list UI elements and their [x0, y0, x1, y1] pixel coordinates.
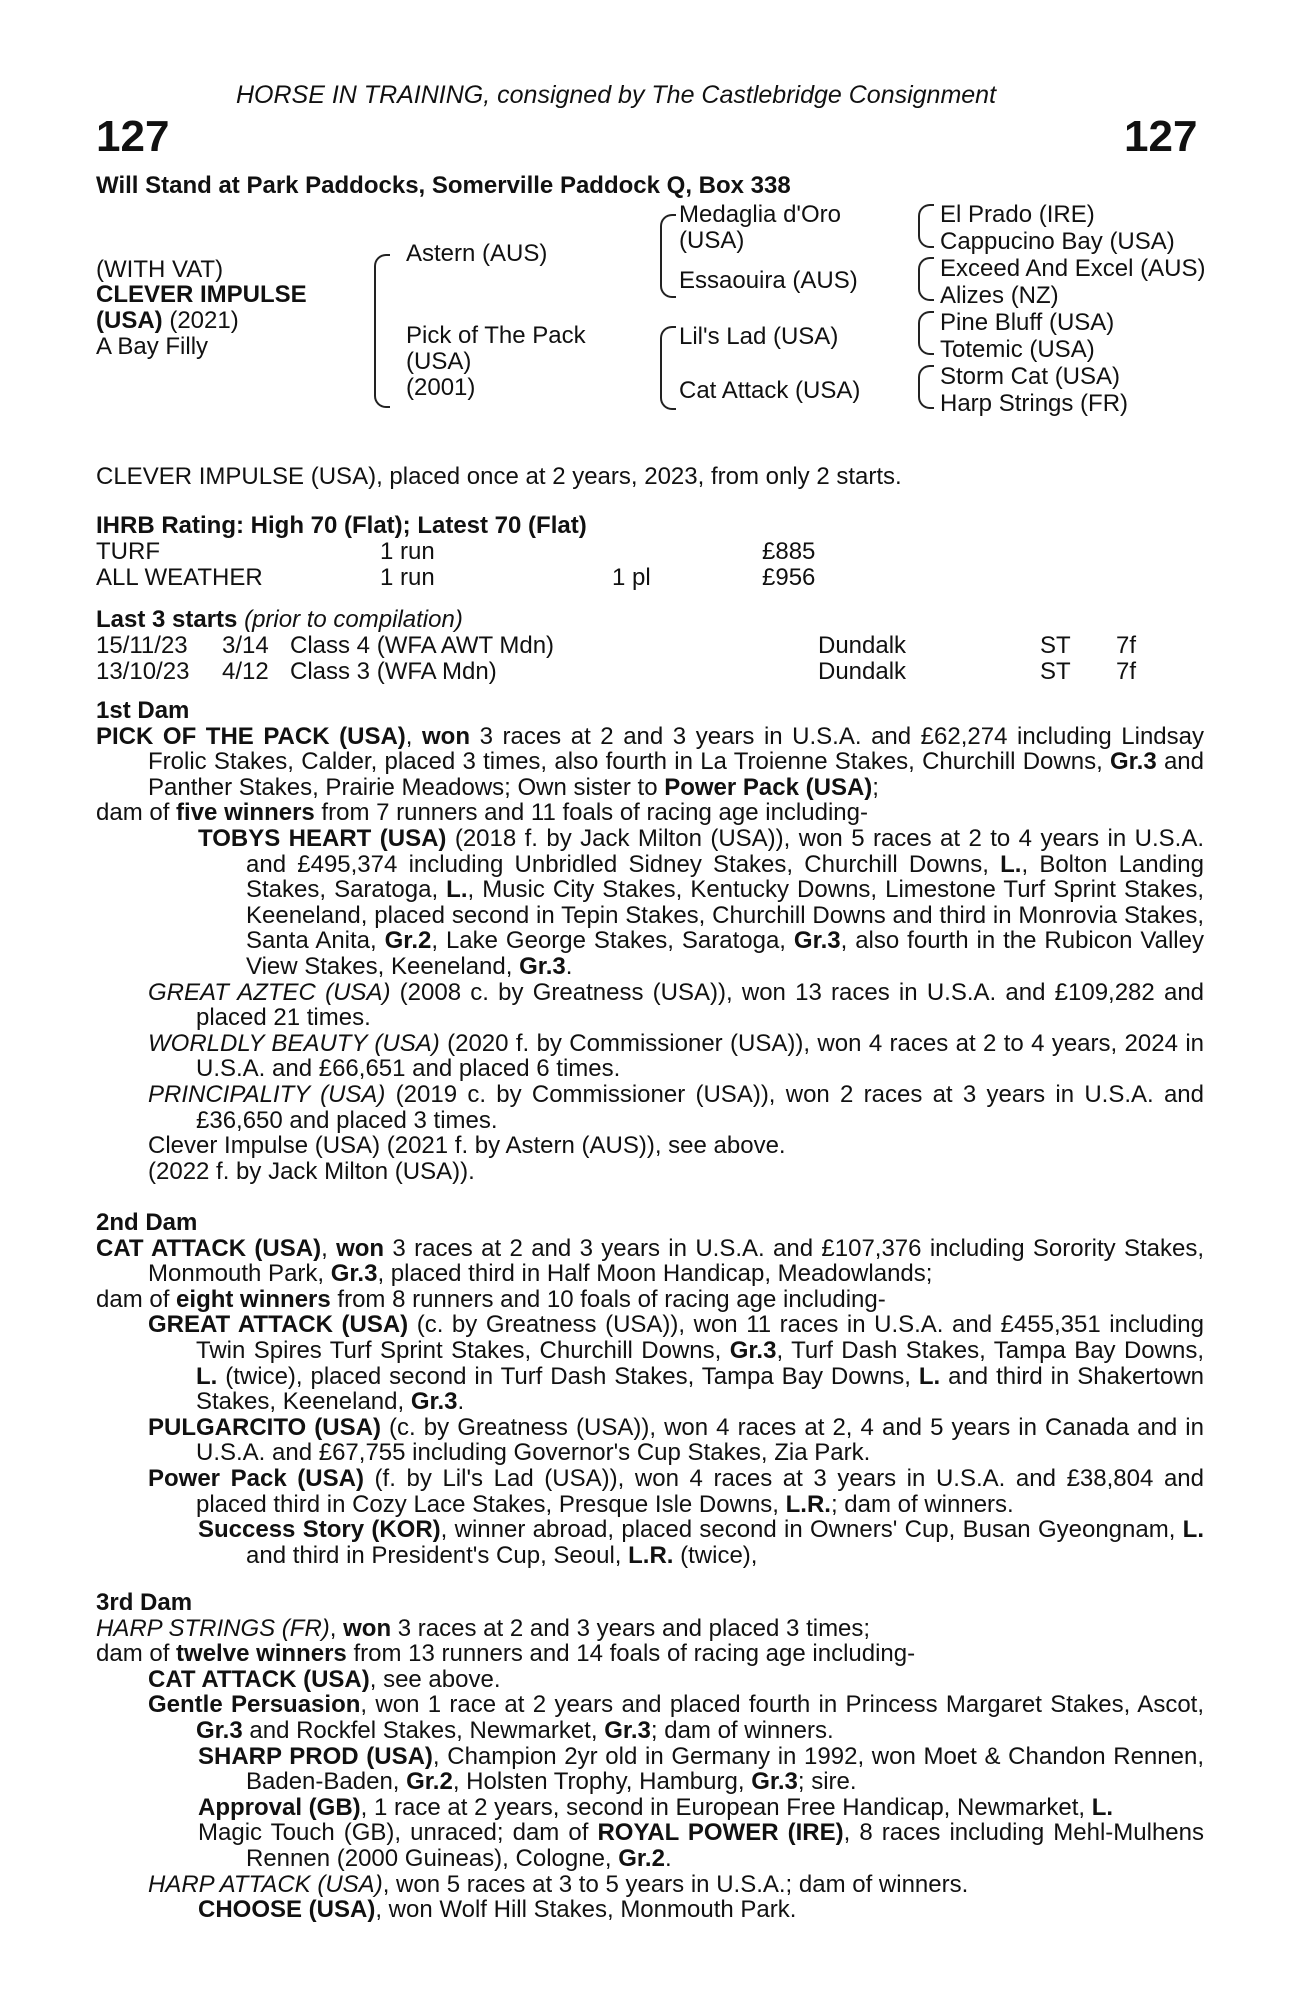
start-position: 4/12 [222, 658, 269, 685]
text-run: . [664, 1844, 672, 1872]
produce-name: Success Story (KOR) [198, 1516, 441, 1544]
text-run: (f. by Lil's Lad (USA)), won 4 races at 3 years in U.S.A. and £38,804 and placed third in Cozy Lace Stakes, Presque Isle Downs, [196, 1464, 1204, 1518]
first-dam-name: PICK OF THE PACK (USA) [96, 722, 406, 750]
grade-label: Gr.3 [604, 1716, 651, 1744]
grade-label: Gr.3 [1110, 748, 1157, 776]
pedigree-brace-dam [660, 326, 676, 410]
pedigree-dam-line1: Pick of The Pack [406, 322, 586, 349]
winners-count: twelve winners [176, 1640, 347, 1668]
listed-label: L. [1000, 850, 1022, 878]
text-run: and Rockfel Stakes, Newmarket, [242, 1716, 605, 1744]
second-dam-name: CAT ATTACK (USA) [96, 1234, 322, 1262]
produce-power-pack [96, 1466, 1204, 1517]
rating-row-placed: 1 pl [612, 564, 651, 591]
text-run: , Bolton Landing Stakes, Saratoga, [246, 850, 1204, 904]
produce-name: Power Pack (USA) [148, 1464, 364, 1492]
horse-name: CLEVER IMPULSE [96, 281, 307, 308]
listed-label: L. [446, 876, 468, 904]
text-run: from 8 runners and 10 foals of racing age including- [330, 1285, 886, 1313]
listed-label: L. [1091, 1793, 1114, 1821]
pedigree-g-ssd: Cappucino Bay (USA) [940, 228, 1175, 255]
text-run: dam of [96, 1640, 177, 1668]
produce-worldly-beauty [96, 1031, 1204, 1082]
pedigree-brace-g2 [918, 257, 934, 301]
grade-label: Gr.2 [406, 1768, 453, 1796]
produce-cat-attack [96, 1667, 1204, 1693]
pedigree-brace-sire [660, 214, 676, 298]
produce-name: TOBYS HEART (USA) [198, 824, 447, 852]
winners-count: eight winners [176, 1285, 331, 1313]
text-run: , Champion 2yr old in Germany in 1992, won Moet & Chandon Rennen, Baden-Baden, [246, 1742, 1204, 1796]
text-run: (2008 c. by Greatness (USA)), won 13 races in U.S.A. and £109,282 and placed 21 times. [196, 978, 1205, 1032]
start-distance: 7f [1116, 658, 1137, 685]
pedigree-g-dds: Storm Cat (USA) [940, 363, 1121, 390]
text-run: ; sire. [797, 1768, 857, 1796]
text-run: ; dam of winners. [650, 1716, 834, 1744]
text-run: , see above. [369, 1665, 501, 1693]
second-dam-produce [96, 1287, 1204, 1313]
produce-sharp-prod [96, 1744, 1204, 1795]
third-dam-record [96, 1616, 1204, 1642]
text-run: , Holsten Trophy, Hamburg, [452, 1768, 752, 1796]
third-dam-name: HARP STRINGS (FR) [96, 1614, 330, 1642]
pedigree-dam-sire: Lil's Lad (USA) [679, 323, 839, 350]
text-run: dam of [96, 1285, 177, 1313]
text-run: , winner abroad, placed second in Owners' Cup, Busan Gyeongnam, [440, 1516, 1183, 1544]
text-run: . [565, 952, 573, 980]
produce-great-aztec [96, 980, 1204, 1031]
grade-label: Gr.3 [519, 952, 566, 980]
winners-count: five winners [176, 799, 315, 827]
text-run: , 8 races including Mehl-Mulhens Rennen (2000 Guineas), Cologne, [246, 1819, 1205, 1872]
first-dam-section [96, 698, 1204, 1184]
listed-label: L.R. [785, 1490, 831, 1518]
produce-principality [96, 1082, 1204, 1133]
produce-name: CHOOSE (USA) [198, 1896, 376, 1924]
produce-name: Gentle Persuasion [148, 1691, 361, 1719]
grade-label: Gr.2 [384, 927, 432, 955]
text-run: , won Wolf Hill Stakes, Monmouth Park. [375, 1896, 797, 1924]
text-run: (2019 c. by Commissioner (USA)), won 2 races at 3 years in U.S.A. and £36,650 and placed 3 times. [196, 1080, 1204, 1134]
text-run: , won 5 races at 3 to 5 years in U.S.A.; dam of winners. [382, 1870, 969, 1898]
won-label: won [343, 1614, 392, 1642]
rating-row-runs: 1 run [380, 538, 435, 565]
first-dam-produce [96, 800, 1204, 826]
pedigree-g-dsd: Totemic (USA) [940, 336, 1095, 363]
text-run: from 13 runners and 14 foals of racing age including- [346, 1640, 916, 1668]
start-course: Dundalk [818, 658, 907, 685]
produce-name: HARP ATTACK (USA) [148, 1870, 383, 1898]
text-run: (2020 f. by Commissioner (USA)), won 4 races at 2 to 4 years, 2024 in U.S.A. and £66,651 and placed 6 times. [196, 1029, 1205, 1083]
produce-name: ROYAL POWER (IRE) [597, 1819, 844, 1847]
produce-gentle-persuasion [96, 1692, 1204, 1743]
listed-label: L.R. [628, 1541, 674, 1569]
start-race: Class 4 (WFA AWT Mdn) [290, 632, 555, 659]
pedigree-sire-sire-line1: Medaglia d'Oro [679, 201, 841, 228]
racing-summary: CLEVER IMPULSE (USA), placed once at 2 years, 2023, from only 2 starts. [96, 463, 902, 490]
start-going: ST [1040, 632, 1071, 659]
third-dam-produce [96, 1641, 1204, 1667]
text-run: , 1 race at 2 years, second in European Free Handicap, Newmarket, [360, 1793, 1092, 1821]
vat-note: (WITH VAT) [96, 256, 224, 283]
pedigree-sire: Astern (AUS) [406, 240, 548, 267]
text-run: (c. by Greatness (USA)), won 4 races at 2, 4 and 5 years in Canada and in U.S.A. and £67,755 including Governor's Cup Stakes, Zia Park. [196, 1413, 1204, 1467]
second-dam-heading: 2nd Dam [96, 1209, 198, 1236]
text-run: and third in President's Cup, Seoul, [246, 1541, 629, 1569]
text-run: and third in Shakertown Stakes, Keeneland, [196, 1362, 1204, 1416]
pedigree-brace-g4 [918, 365, 934, 409]
second-dam-section [96, 1210, 1204, 1568]
grade-label: Gr.3 [410, 1388, 458, 1416]
lot-number-right: 127 [1124, 112, 1198, 161]
text-run: , also fourth in the Rubicon Valley View Stakes, Keeneland, [246, 927, 1204, 980]
pedigree-dam-dam: Cat Attack (USA) [679, 377, 861, 404]
text-run: 3 races at 2 and 3 years in U.S.A. and £62,274 including Lindsay Frolic Stakes, Calder, placed 3 times, also fourth in La Troienne Stakes, Churchill Downs, [148, 722, 1205, 776]
text-run: , Music City Stakes, Kentucky Downs, Limestone Turf Sprint Stakes, Keeneland, placed second in Tepin Stakes, Churchill Downs and third in Monrovia Stakes, Santa Anita, [246, 876, 1204, 955]
produce-name: SHARP PROD (USA) [198, 1742, 433, 1770]
pedigree-dam-line3: (2001) [406, 374, 476, 401]
produce-clever-impulse: Clever Impulse (USA) (2021 f. by Astern (AUS)), see above. [148, 1132, 786, 1160]
text-run: Magic Touch (GB), unraced; dam of [198, 1819, 598, 1847]
text-run: ; [872, 773, 879, 801]
text-run: 3 races at 2 and 3 years in U.S.A. and £107,376 including Sorority Stakes, Monmouth Park, [148, 1234, 1204, 1288]
pedigree-brace-g1 [918, 204, 934, 248]
second-dam-record: CAT ATTACK (USA), won 3 races at 2 and 3 years in U.S.A. and £107,376 including Sorority Stakes, Monmouth Park, Gr.3, placed third in Half Moon Handicap, Meadowlands; [96, 1234, 1204, 1288]
text-run: , Lake George Stakes, Saratoga, [431, 927, 794, 955]
produce-name: PRINCIPALITY (USA) [148, 1080, 386, 1108]
produce-name: CAT ATTACK (USA) [148, 1665, 370, 1693]
produce-great-attack [96, 1312, 1204, 1414]
text-run: 3 races at 2 and 3 years and placed 3 times; [391, 1614, 871, 1642]
start-position: 3/14 [222, 632, 269, 659]
text-run: dam of [96, 799, 177, 827]
produce-2022-foal: (2022 f. by Jack Milton (USA)). [148, 1157, 475, 1185]
pedigree-g-sss: El Prado (IRE) [940, 201, 1095, 228]
horse-country: (USA) [96, 307, 163, 334]
last-starts-note: (prior to compilation) [244, 606, 463, 633]
produce-harp-attack [96, 1872, 1204, 1898]
produce-choose [96, 1897, 1204, 1923]
listed-label: L. [196, 1362, 218, 1390]
produce-success-story [96, 1517, 1204, 1568]
grade-label: Gr.3 [751, 1768, 798, 1796]
rating-row-surface: TURF [96, 538, 160, 565]
grade-label: Gr.2 [618, 1844, 665, 1872]
rating-row-surface: ALL WEATHER [96, 564, 263, 591]
last-starts-title: Last 3 starts [96, 606, 238, 633]
text-run: (c. by Greatness (USA)), won 11 races in U.S.A. and £455,351 including Twin Spires Turf Sprint Stakes, Churchill Downs, [196, 1311, 1204, 1364]
rating-row-amount: £885 [762, 538, 816, 565]
pedigree-g-sds: Exceed And Excel (AUS) [940, 255, 1206, 282]
pedigree-brace-g3 [918, 311, 934, 355]
third-dam-section [96, 1590, 1204, 1923]
first-dam-heading: 1st Dam [96, 697, 190, 724]
horse-year: (2021) [169, 307, 239, 334]
text-run: from 7 runners and 11 foals of racing age including- [314, 799, 868, 827]
produce-name: GREAT ATTACK (USA) [148, 1311, 409, 1339]
produce-name: Approval (GB) [198, 1793, 361, 1821]
text-run: , Turf Dash Stakes, Tampa Bay Downs, [776, 1336, 1204, 1364]
text-run: (twice), placed second in Turf Dash Stakes, Tampa Bay Downs, [217, 1362, 919, 1390]
start-course: Dundalk [818, 632, 907, 659]
text-run: (twice), [673, 1541, 758, 1569]
text-run: . [457, 1388, 465, 1416]
listed-label: L. [1182, 1516, 1204, 1544]
pedigree-sire-sire-line2: (USA) [679, 227, 745, 254]
start-distance: 7f [1116, 632, 1137, 659]
produce-magic-touch [96, 1820, 1204, 1871]
third-dam-heading: 3rd Dam [96, 1589, 193, 1616]
text-run: , [329, 1614, 344, 1642]
horse-description: A Bay Filly [96, 333, 209, 360]
produce-pulgarcito [96, 1415, 1204, 1466]
lot-number-left: 127 [96, 112, 170, 161]
rating-row-amount: £956 [762, 564, 816, 591]
start-date: 15/11/23 [96, 632, 188, 659]
text-run: ; dam of winners. [830, 1490, 1014, 1518]
listed-label: L. [918, 1362, 941, 1390]
horse-origin [96, 308, 239, 334]
start-going: ST [1040, 658, 1071, 685]
rating-title: IHRB Rating: High 70 (Flat); Latest 70 (Flat) [96, 512, 587, 539]
produce-approval [96, 1795, 1204, 1821]
rating-row-runs: 1 run [380, 564, 435, 591]
text-run: and Panther Stakes, Prairie Meadows; Own sister to [148, 748, 1205, 801]
won-label: won [422, 722, 471, 750]
start-race: Class 3 (WFA Mdn) [290, 658, 497, 685]
won-label: won [336, 1234, 385, 1262]
pedigree-dam-line2: (USA) [406, 348, 472, 375]
first-dam-record: PICK OF THE PACK (USA), won 3 races at 2 and 3 years in U.S.A. and £62,274 including Lindsay Frolic Stakes, Calder, placed 3 times, also fourth in La Troienne Stakes, Churchill Downs, Gr.3 and Panther Stakes, Prairie Meadows; Own sister to Power Pack (USA); [96, 722, 1205, 801]
text-run: , placed third in Half Moon Handicap, Meadowlands; [377, 1260, 933, 1288]
pedigree-sire-dam: Essaouira (AUS) [679, 267, 858, 294]
stand-location: Will Stand at Park Paddocks, Somerville Paddock Q, Box 338 [96, 172, 791, 199]
produce-tobys-heart [96, 826, 1204, 980]
pedigree-g-sdd: Alizes (NZ) [940, 282, 1059, 309]
text-run: (2018 f. by Jack Milton (USA)), won 5 races at 2 to 4 years in U.S.A. and £495,374 including Unbridled Sidney Stakes, Churchill Downs, [246, 824, 1204, 878]
consignor-line: HORSE IN TRAINING, consigned by The Castlebridge Consignment [236, 81, 997, 109]
grade-label: Gr.3 [330, 1260, 378, 1288]
grade-label: Gr.3 [729, 1336, 777, 1364]
sister-name: Power Pack (USA) [664, 773, 873, 801]
produce-name: PULGARCITO (USA) [148, 1413, 381, 1441]
pedigree-g-dss: Pine Bluff (USA) [940, 309, 1115, 336]
grade-label: Gr.3 [196, 1716, 243, 1744]
grade-label: Gr.3 [793, 927, 841, 955]
pedigree-g-ddd: Harp Strings (FR) [940, 390, 1129, 417]
pedigree-brace-main [374, 254, 390, 408]
produce-name: WORLDLY BEAUTY (USA) [148, 1029, 440, 1057]
produce-name: GREAT AZTEC (USA) [148, 978, 391, 1006]
last-starts-heading [96, 607, 463, 633]
start-date: 13/10/23 [96, 658, 190, 685]
text-run: , won 1 race at 2 years and placed fourth in Princess Margaret Stakes, Ascot, [360, 1691, 1204, 1719]
